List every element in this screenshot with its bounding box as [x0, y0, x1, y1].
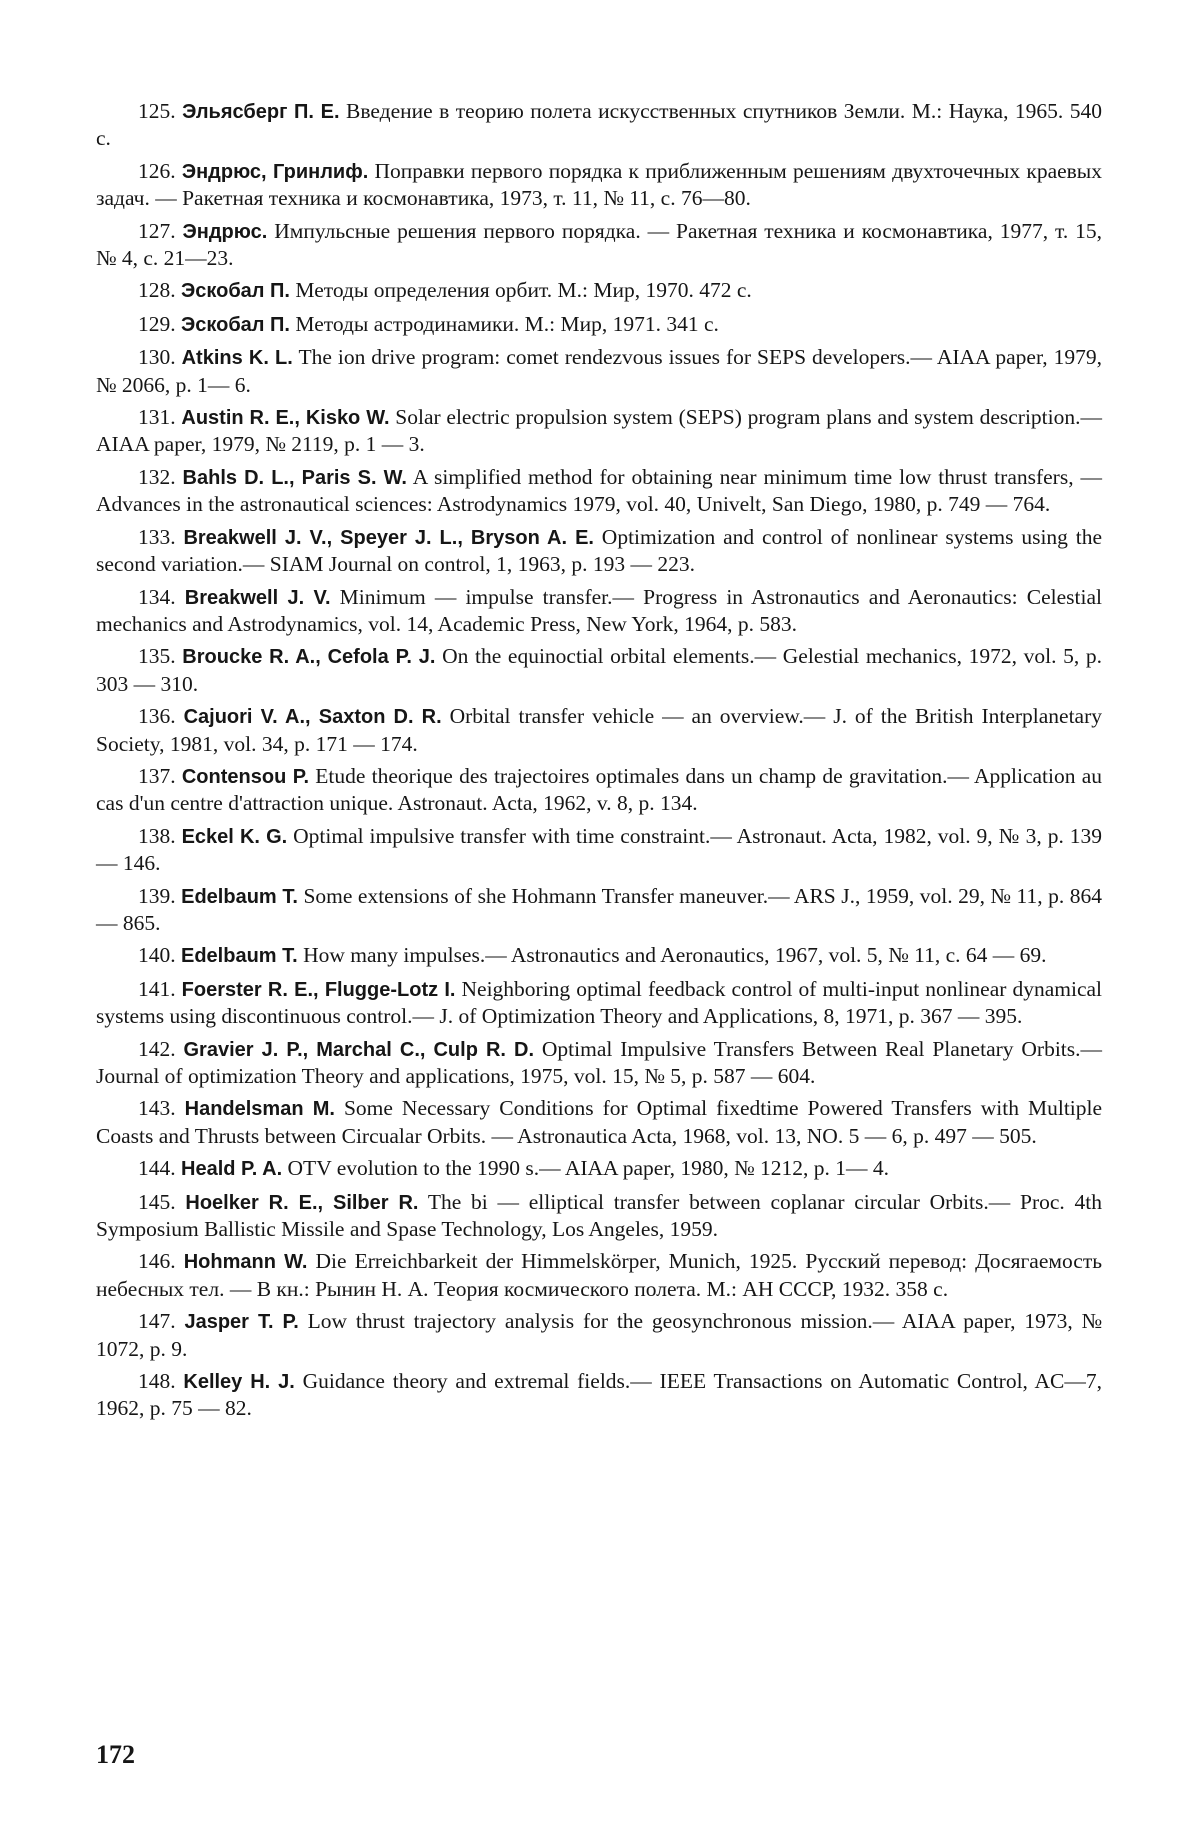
page-number: 172 — [96, 1740, 135, 1769]
reference-entry — [96, 1308, 1102, 1362]
reference-text: Optimal Impulsive Transfers Between Real Planetary Orbits.— Journal of optimization Theory and applications, 1975, vol. 15, № 5, p. 587 — 604. — [96, 1036, 1103, 1088]
reference-authors: Эндрюс, Гринлиф. — [181, 160, 369, 183]
reference-authors: Hohmann W. — [183, 1251, 308, 1274]
reference-authors: Contensou P. — [181, 765, 310, 788]
reference-entry — [96, 344, 1102, 398]
reference-number: 145. — [138, 1189, 176, 1214]
reference-authors: Breakwell J. V. — [184, 586, 331, 609]
reference-text: On the equinoctial orbital elements.— Gelestial mechanics, 1972, vol. 5, p. 303 — 310. — [96, 644, 1103, 696]
reference-text: Neighboring optimal feedback control of multi-input nonlinear dynamical systems using discontinuous control.— J. of Optimization Theory and Applications, 8, 1971, p. 367 — 395. — [96, 976, 1103, 1029]
reference-text: Die Erreichbarkeit der Himmelskörper, Munich, 1925. Русский перевод: Досягаемость небесных тел. — В кн.: Рынин Н. А. Теория космического полета. М.: АН СССР, 1932. 358 с. — [96, 1249, 1103, 1301]
reference-text: The bi — elliptical transfer between coplanar circular Orbits.— Proc. 4th Symposium Ballistic Missile and Spase Technology, Los Angeles, 1959. — [96, 1189, 1102, 1242]
reference-entry — [96, 277, 1102, 304]
reference-authors: Эндрюс. — [182, 220, 268, 243]
reference-number: 138. — [138, 823, 176, 848]
reference-number: 141. — [138, 976, 176, 1001]
reference-list — [96, 98, 1102, 1428]
reference-entry — [96, 643, 1102, 697]
reference-entry — [96, 1368, 1102, 1422]
reference-authors: Eckel K. G. — [181, 825, 288, 848]
reference-text: Методы астродинамики. М.: Мир, 1971. 341 с. — [295, 311, 719, 336]
reference-number: 140. — [138, 943, 176, 968]
reference-entry — [96, 524, 1102, 578]
reference-number: 132. — [138, 464, 176, 489]
reference-authors: Эльясберг П. Е. — [182, 101, 340, 123]
reference-entry — [96, 883, 1102, 937]
reference-authors: Edelbaum T. — [181, 885, 298, 908]
reference-authors: Kelley H. J. — [183, 1371, 295, 1394]
reference-entry — [96, 464, 1102, 518]
reference-entry — [96, 158, 1102, 212]
reference-number: 134. — [138, 584, 176, 609]
reference-text: Guidance theory and extremal fields.— IEEE Transactions on Automatic Control, AC—7, 1962, p. 75 — 82. — [96, 1369, 1102, 1421]
reference-number: 137. — [138, 763, 176, 788]
reference-text: Optimal impulsive transfer with time constraint.— Astronaut. Acta, 1982, vol. 9, № 3, p. 139 — 146. — [96, 823, 1103, 876]
reference-text: Low thrust trajectory analysis for the geosynchronous mission.— AIAA paper, 1973, № 1072, p. 9. — [96, 1309, 1103, 1361]
reference-text: A simplified method for obtaining near minimum time low thrust transfers, — Advances in the astronautical sciences: Astrodynamics 1979, vol. 40, Univelt, San Diego, 1980, p. 749 — 764. — [96, 464, 1102, 517]
reference-number: 128. — [138, 278, 176, 303]
reference-number: 130. — [138, 345, 176, 370]
reference-text: Optimization and control of nonlinear systems using the second variation.— SIAM Journal on control, 1, 1963, p. 193 — 223. — [96, 524, 1103, 577]
reference-number: 129. — [138, 311, 176, 336]
reference-authors: Cajuori V. A., Saxton D. R. — [183, 706, 442, 729]
reference-entry — [96, 1248, 1102, 1302]
reference-authors: Hoelker R. E., Silber R. — [185, 1191, 419, 1214]
reference-text: Etude theorique des trajectoires optimales dans un champ de gravitation.— Application au cas d'un centre d'attraction unique. Astronaut. Acta, 1962, v. 8, p. 134. — [96, 763, 1103, 816]
reference-number: 143. — [138, 1096, 176, 1121]
reference-number: 146. — [138, 1249, 176, 1274]
reference-entry — [96, 1036, 1102, 1090]
reference-number: 127. — [138, 218, 176, 243]
reference-authors: Foerster R. E., Flugge-Lotz I. — [181, 978, 456, 1001]
reference-authors: Atkins K. L. — [181, 347, 293, 370]
reference-entry — [96, 976, 1102, 1030]
reference-text: Some extensions of she Hohmann Transfer maneuver.— ARS J., 1959, vol. 29, № 11, p. 864 — 865. — [96, 883, 1102, 935]
reference-authors: Эскобал П. — [181, 280, 290, 303]
reference-authors: Heald P. A. — [181, 1158, 283, 1181]
reference-text: Solar electric propulsion system (SEPS) program plans and system description.— AIAA paper, 1979, № 2119, p. 1 — 3. — [96, 405, 1103, 457]
reference-authors: Austin R. E., Kisko W. — [181, 407, 390, 430]
reference-entry — [96, 1155, 1102, 1182]
reference-authors: Jasper T. P. — [184, 1311, 299, 1334]
reference-text: Orbital transfer vehicle — an overview.— J. of the British Interplanetary Society, 1981, vol. 34, p. 171 — 174. — [96, 704, 1103, 756]
reference-number: 131. — [138, 405, 176, 430]
reference-authors: Gravier J. P., Marchal C., Culp R. D. — [183, 1038, 535, 1061]
reference-entry — [96, 703, 1102, 757]
reference-text: How many impulses.— Astronautics and Aeronautics, 1967, vol. 5, № 11, c. 64 — 69. — [303, 943, 1047, 968]
reference-number: 126. — [138, 158, 176, 183]
reference-text: Some Necessary Conditions for Optimal fixedtime Powered Transfers with Multiple Coasts and Thrusts between Circualar Orbits. — Astronautica Acta, 1968, vol. 13, NO. 5 — 6, p. 497 — 505. — [96, 1096, 1103, 1148]
reference-authors: Breakwell J. V., Speyer J. L., Bryson A. E. — [183, 526, 594, 549]
reference-number: 125. — [138, 99, 176, 123]
reference-text: Введение в теорию полета искусственных спутников Земли. М.: Наука, 1965. 540 с. — [96, 99, 1103, 151]
reference-number: 135. — [138, 644, 176, 669]
reference-entry — [96, 404, 1102, 458]
reference-authors: Broucke R. A., Cefola P. J. — [182, 646, 436, 669]
reference-text: Minimum — impulse transfer.— Progress in Astronautics and Aeronautics: Celestial mechanics and Astrodynamics, vol. 14, Academic Press, New York, 1964, p. 583. — [96, 584, 1103, 636]
reference-number: 133. — [138, 524, 176, 549]
reference-entry — [96, 823, 1102, 877]
reference-number: 139. — [138, 883, 176, 908]
reference-number: 148. — [138, 1369, 176, 1394]
reference-entry — [96, 584, 1102, 638]
reference-number: 142. — [138, 1036, 176, 1061]
reference-entry — [96, 942, 1102, 969]
reference-entry — [96, 218, 1102, 272]
reference-authors: Handelsman M. — [184, 1098, 335, 1121]
reference-text: Методы определения орбит. М.: Мир, 1970. 472 с. — [295, 278, 752, 303]
reference-entry — [96, 1095, 1102, 1149]
reference-text: OTV evolution to the 1990 s.— AIAA paper, 1980, № 1212, p. 1— 4. — [287, 1156, 890, 1181]
reference-entry — [96, 763, 1102, 817]
reference-text: Импульсные решения первого порядка. — Ракетная техника и космонавтика, 1977, т. 15, № 4, с. 21—23. — [96, 218, 1102, 271]
reference-entry — [96, 311, 1102, 338]
reference-authors: Bahls D. L., Paris S. W. — [182, 466, 407, 489]
reference-authors: Edelbaum T. — [181, 945, 298, 968]
reference-entry — [96, 98, 1102, 152]
reference-text: The ion drive program: comet rendezvous issues for SEPS developers.— AIAA paper, 1979, № 2066, p. 1— 6. — [96, 345, 1102, 397]
reference-number: 136. — [138, 704, 176, 729]
reference-authors: Эскобал П. — [181, 313, 290, 336]
reference-text: Поправки первого порядка к приближенным решениям двухточечных краевых задач. — Ракетная техника и космонавтика, 1973, т. 11, № 11, с. 76—80. — [96, 158, 1102, 211]
reference-number: 144. — [138, 1156, 176, 1181]
reference-number: 147. — [138, 1309, 176, 1334]
reference-entry — [96, 1189, 1102, 1243]
